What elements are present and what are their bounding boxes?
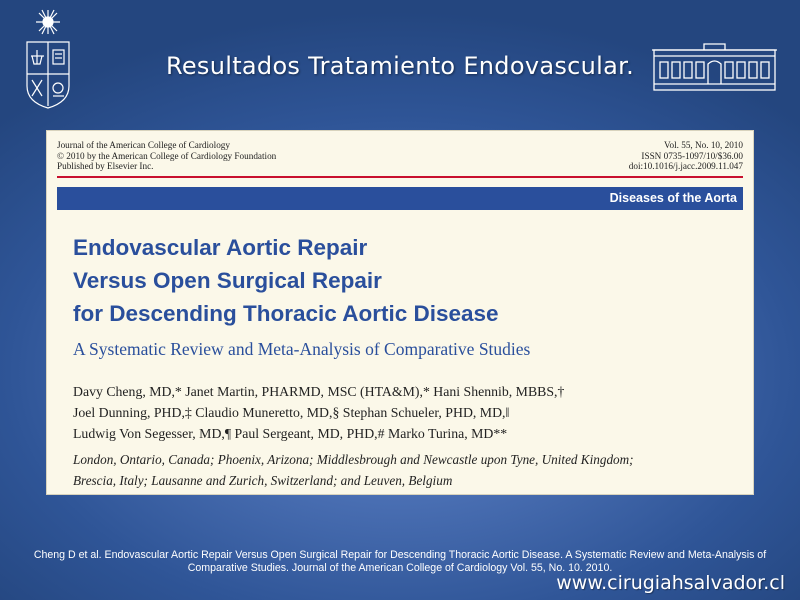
- affiliations-line-1: London, Ontario, Canada; Phoenix, Arizona; Middlesbrough and Newcastle upon Tyne, United Kingdom;: [73, 452, 634, 467]
- publisher-line: Published by Elsevier Inc.: [57, 161, 154, 172]
- article-subtitle: A Systematic Review and Meta-Analysis of Comparative Studies: [73, 339, 531, 359]
- journal-name: Journal of the American College of Cardiology: [57, 140, 230, 150]
- authors-line-1: Davy Cheng, MD,* Janet Martin, PHARMD, MSC (HTA&M),* Hani Shennib, MBBS,†: [73, 384, 565, 399]
- doi-line: doi:10.1016/j.jacc.2009.11.047: [628, 161, 743, 172]
- title-line-3: for Descending Thoracic Aortic Disease: [73, 301, 499, 326]
- title-line-2: Versus Open Surgical Repair: [73, 268, 382, 293]
- article-title: [73, 231, 499, 330]
- volume-line: Vol. 55, No. 10, 2010: [664, 140, 743, 150]
- journal-info: [57, 140, 276, 172]
- citation-line-1: Cheng D et al. Endovascular Aortic Repair Versus Open Surgical Repair for Descending Thoracic Aortic Disease. A Systematic Review and Meta-Analysis of: [33, 549, 767, 561]
- copyright-line: © 2010 by the American College of Cardiology Foundation: [57, 150, 277, 161]
- publication-info: [629, 140, 743, 172]
- hospital-building-icon: [652, 40, 777, 92]
- section-banner: Diseases of the Aorta: [57, 187, 743, 210]
- title-line-1: Endovascular Aortic Repair: [73, 235, 368, 260]
- slide-title: Resultados Tratamiento Endovascular.: [165, 52, 635, 80]
- journal-article-excerpt: [46, 130, 754, 495]
- website-url: www.cirugiahsalvador.cl: [556, 572, 785, 594]
- citation-line-2: Comparative Studies. Journal of the American College of Cardiology Vol. 55, No. 10. 2010.: [187, 562, 613, 574]
- affiliations-line-2: Brescia, Italy; Lausanne and Zurich, Switzerland; and Leuven, Belgium: [73, 473, 453, 488]
- header-divider: [57, 176, 743, 178]
- affiliations: [73, 449, 634, 491]
- authors-line-3: Ludwig Von Segesser, MD,¶ Paul Sergeant, MD, PHD,# Marko Turina, MD**: [73, 426, 508, 441]
- issn-line: ISSN 0735-1097/10/$36.00: [641, 150, 743, 161]
- author-list: [73, 381, 564, 444]
- authors-line-2: Joel Dunning, PHD,‡ Claudio Muneretto, MD,§ Stephan Schueler, PHD, MD,‖: [73, 405, 510, 420]
